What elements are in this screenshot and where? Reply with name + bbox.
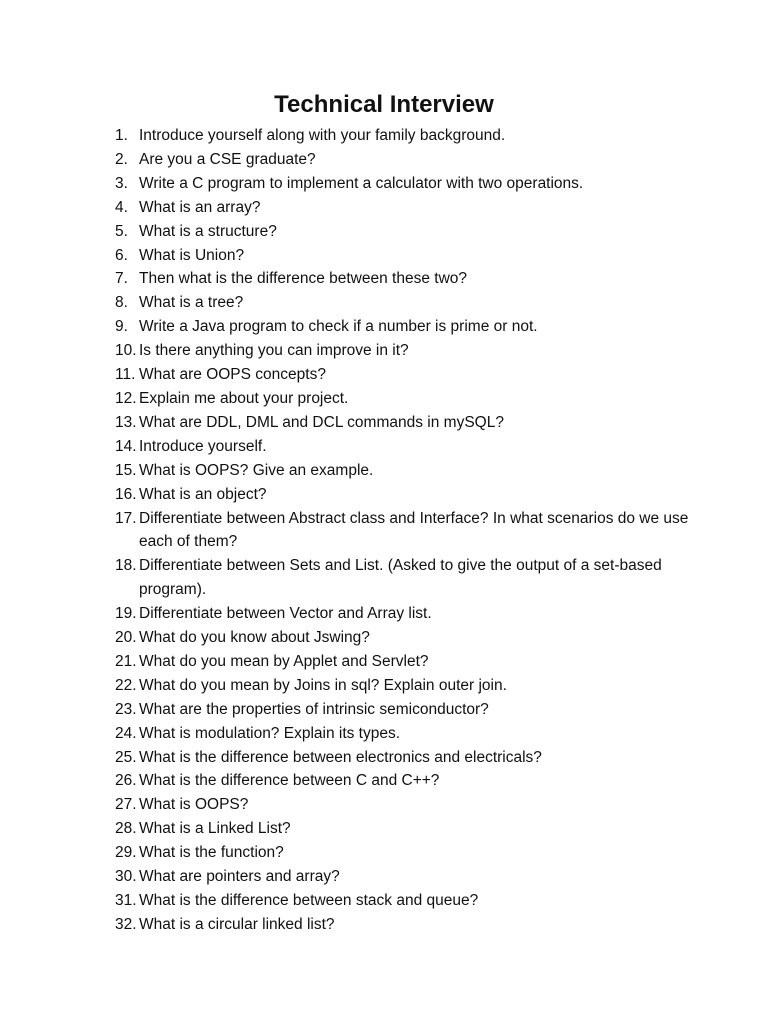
question-number: 3. (115, 174, 128, 192)
question-text: What is modulation? Explain its types. (139, 724, 401, 742)
question-number: 31. (115, 892, 137, 909)
question-number: 19. (115, 605, 137, 623)
question-item (115, 267, 695, 291)
question-number: 15. (115, 461, 137, 479)
question-text: Differentiate between Vector and Array list. (139, 605, 432, 623)
question-item (115, 602, 695, 626)
question-number: 5. (115, 222, 128, 240)
question-text: Introduce yourself. (139, 437, 267, 455)
question-item (115, 650, 695, 674)
question-number: 30. (115, 868, 137, 886)
question-number: 12. (115, 389, 137, 407)
question-text: Then what is the difference between these two? (139, 270, 468, 288)
question-number: 11. (115, 366, 136, 384)
question-text: Explain me about your project. (139, 389, 349, 407)
question-item (115, 387, 695, 411)
question-item (115, 435, 695, 459)
question-number: 4. (115, 198, 128, 216)
question-text: Differentiate between Abstract class and Interface? In what scenarios do we use each of them? (139, 509, 689, 551)
question-number: 6. (115, 246, 128, 264)
question-text: What is an array? (139, 198, 261, 216)
question-number: 18. (115, 557, 137, 575)
question-text: What is a tree? (139, 294, 244, 312)
question-item (115, 411, 695, 435)
question-item (115, 148, 695, 172)
question-item (115, 841, 695, 865)
question-text: What are pointers and array? (139, 868, 340, 886)
question-item (115, 172, 695, 196)
question-item (115, 315, 695, 339)
page-title: Technical Interview (274, 91, 494, 118)
question-number: 23. (115, 700, 137, 718)
question-item (115, 459, 695, 483)
question-item (115, 220, 695, 244)
question-item (115, 363, 695, 387)
question-item (115, 339, 695, 363)
question-number: 7. (115, 270, 128, 288)
question-list (115, 124, 695, 937)
question-number: 32. (115, 915, 137, 933)
question-item (115, 698, 695, 722)
question-text: What is a circular linked list? (139, 915, 335, 933)
question-item (115, 913, 695, 937)
question-item (115, 124, 695, 148)
question-number: 24. (115, 724, 137, 742)
question-number: 14. (115, 437, 137, 455)
question-text: What is OOPS? Give an example. (139, 461, 374, 479)
question-text: What is the difference between electronics and electricals? (139, 748, 542, 766)
question-text: What is the difference between C and C++? (139, 772, 440, 790)
question-item (115, 507, 695, 555)
question-text: What is the function? (139, 844, 284, 862)
question-text: What is an object? (139, 485, 267, 503)
question-number: 13. (115, 413, 137, 431)
question-text: What do you know about Jswing? (139, 629, 370, 647)
question-text: What is a Linked List? (139, 820, 291, 838)
question-text: Write a C program to implement a calculator with two operations. (139, 174, 584, 192)
question-number: 1. (115, 127, 128, 144)
question-number: 2. (115, 150, 128, 168)
question-text: What do you mean by Joins in sql? Explain outer join. (139, 676, 507, 694)
question-text: Introduce yourself along with your family background. (139, 127, 506, 144)
question-item (115, 626, 695, 650)
question-text: What are the properties of intrinsic semiconductor? (139, 700, 489, 718)
question-text: What is a structure? (139, 222, 277, 240)
question-item (115, 483, 695, 507)
question-item (115, 769, 695, 793)
question-text: What is OOPS? (139, 796, 249, 814)
question-number: 20. (115, 629, 137, 647)
question-number: 28. (115, 820, 137, 838)
question-number: 26. (115, 772, 137, 790)
question-number: 9. (115, 318, 128, 336)
question-number: 21. (115, 652, 137, 670)
question-text: Is there anything you can improve in it? (139, 342, 409, 360)
question-text: What do you mean by Applet and Servlet? (139, 652, 429, 670)
question-text: Are you a CSE graduate? (139, 150, 316, 168)
question-text: What are OOPS concepts? (139, 366, 326, 384)
question-item (115, 554, 695, 602)
question-text: What is Union? (139, 246, 245, 264)
question-item (115, 746, 695, 770)
question-item (115, 889, 695, 913)
question-item (115, 674, 695, 698)
question-text: Differentiate between Sets and List. (Asked to give the output of a set-based program). (139, 557, 662, 599)
question-item (115, 865, 695, 889)
question-item (115, 244, 695, 268)
question-number: 16. (115, 485, 137, 503)
question-item (115, 722, 695, 746)
question-number: 29. (115, 844, 137, 862)
question-number: 27. (115, 796, 137, 814)
question-item (115, 291, 695, 315)
question-item (115, 793, 695, 817)
question-text: What is the difference between stack and queue? (139, 892, 479, 909)
question-item (115, 817, 695, 841)
question-number: 10. (115, 342, 137, 360)
question-text: Write a Java program to check if a number is prime or not. (139, 318, 538, 336)
question-number: 25. (115, 748, 137, 766)
question-number: 8. (115, 294, 128, 312)
question-item (115, 196, 695, 220)
question-number: 22. (115, 676, 137, 694)
question-number: 17. (115, 509, 137, 527)
question-text: What are DDL, DML and DCL commands in mySQL? (139, 413, 504, 431)
